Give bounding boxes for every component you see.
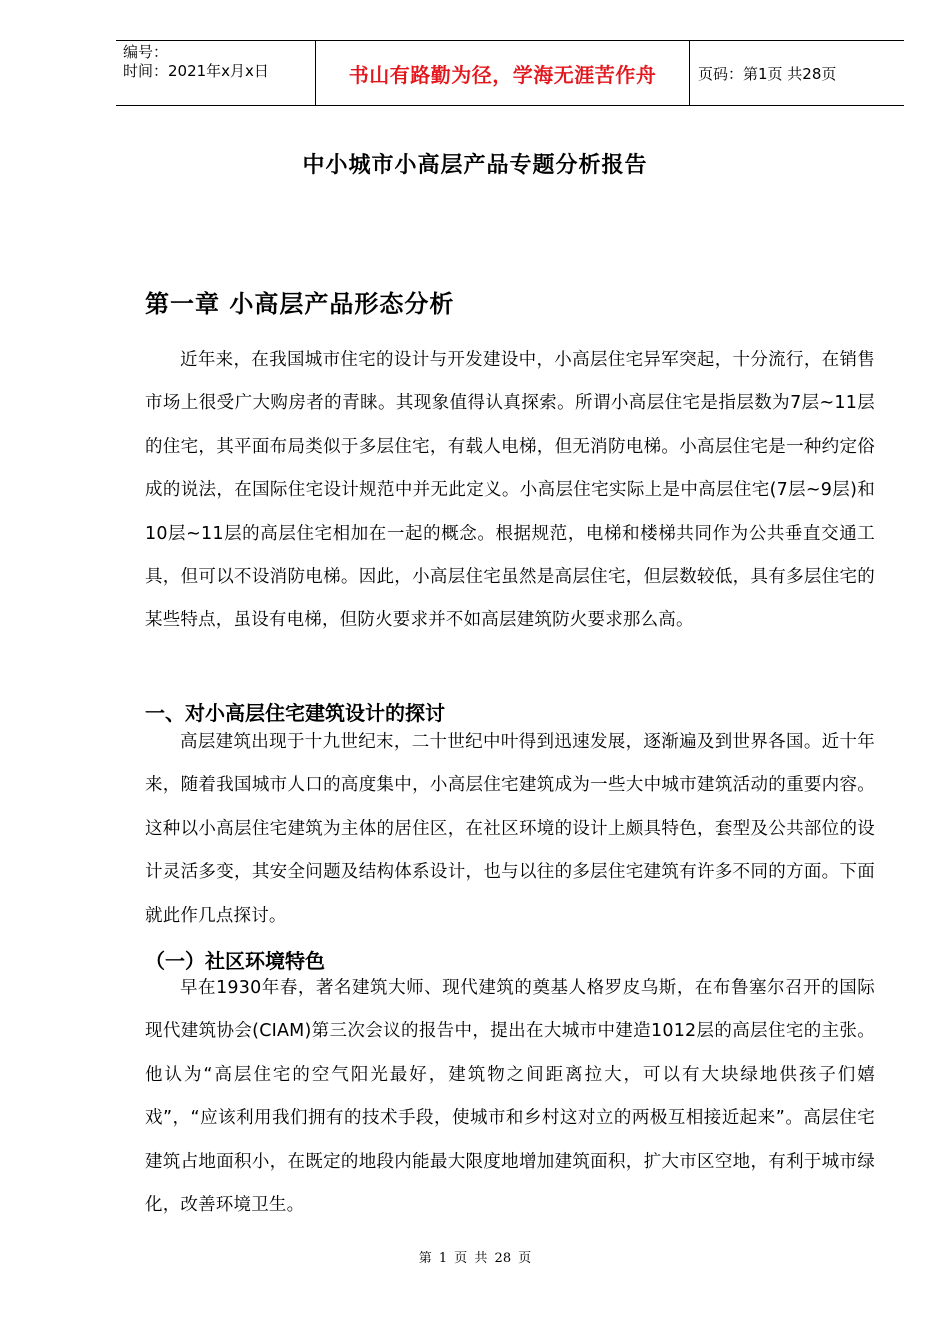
section-heading: 一、对小高层住宅建筑设计的探讨 <box>145 701 445 725</box>
chapter-title: 第一章 小高层产品形态分析 <box>145 290 455 318</box>
document-time-label: 时间：2021年x月x日 <box>123 62 269 80</box>
section1-paragraph: 高层建筑出现于十九世纪末，二十世纪中叶得到迅速发展，逐渐遍及到世界各国。近十年来，随着我国城市人口的高度集中，小高层住宅建筑成为一些大中城市建筑活动的重要内容。这种以小高层住宅建筑为主体的居住区，在社区环境的设计上颇具特色，套型及公共部位的设计灵活多变，其安全问题及结构体系设计，也与以往的多层住宅建筑有许多不同的方面。下面就此作几点探讨。 <box>145 732 875 926</box>
page-header <box>116 40 904 106</box>
page-footer: 第 1 页 共 28 页 <box>418 1251 532 1266</box>
subsection1-paragraph: 早在1930年春，著名建筑大师、现代建筑的奠基人格罗皮乌斯，在布鲁塞尔召开的国际现代建筑协会(CIAM)第三次会议的报告中，提出在大城市中建造1012层的高层住宅的主张。他认为“高层住宅的空气阳光最好，建筑物之间距离拉大，可以有大块绿地供孩子们嬉戏”，“应该利用我们拥有的技术手段，使城市和乡村这对立的两极互相接近起来”。高层住宅建筑占地面积小，在既定的地段内能最大限度地增加建筑面积，扩大市区空地，有利于城市绿化，改善环境卫生。 <box>145 978 875 1216</box>
header-page-info: 页码：第1页 共28页 <box>698 64 837 83</box>
subsection1-body <box>145 967 875 1227</box>
subsection-heading: （一）社区环境特色 <box>145 949 325 973</box>
document-title: 中小城市小高层产品专题分析报告 <box>302 153 648 178</box>
header-meta-cell <box>116 41 316 105</box>
intro-section <box>145 339 875 643</box>
intro-paragraph: 近年来，在我国城市住宅的设计与开发建设中，小高层住宅异军突起，十分流行，在销售市场上很受广大购房者的青睐。其现象值得认真探索。所谓小高层住宅是指层数为7层~11层的住宅，其平面布局类似于多层住宅，有载人电梯，但无消防电梯。小高层住宅是一种约定俗成的说法，在国际住宅设计规范中并无此定义。小高层住宅实际上是中高层住宅(7层~9层)和10层~11层的高层住宅相加在一起的概念。根据规范，电梯和楼梯共同作为公共垂直交通工具，但可以不设消防电梯。因此，小高层住宅虽然是高层住宅，但层数较低，具有多层住宅的某些特点，虽设有电梯，但防火要求并不如高层建筑防火要求那么高。 <box>145 350 875 631</box>
section1-body <box>145 721 875 938</box>
header-page-cell <box>690 41 904 105</box>
document-number-label: 编号： <box>123 43 169 61</box>
header-motto: 书山有路勤为径，学海无涯苦作舟 <box>348 62 657 87</box>
header-motto-cell <box>316 41 690 105</box>
